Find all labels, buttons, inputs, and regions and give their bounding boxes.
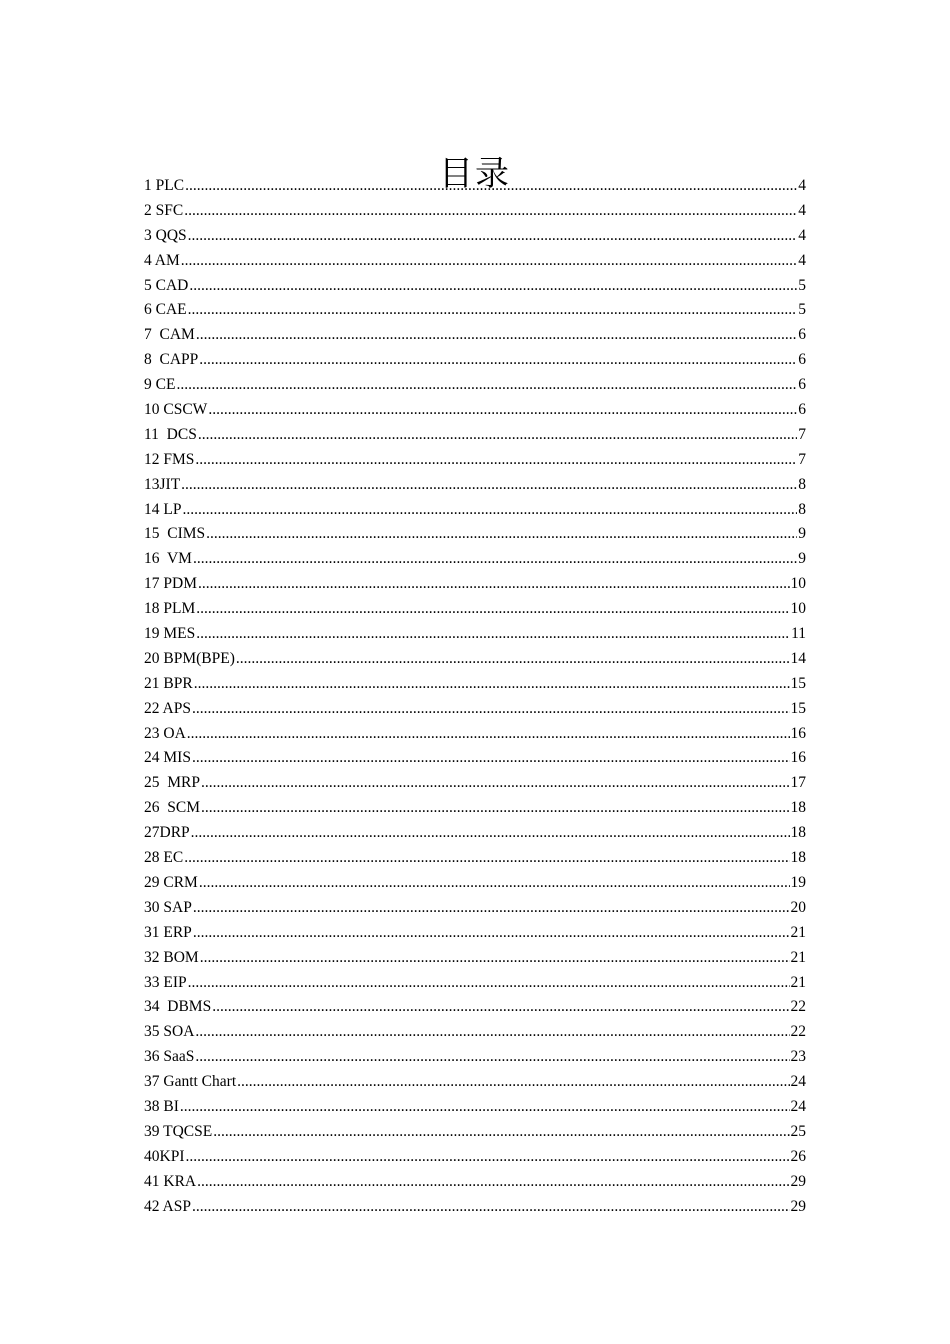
toc-leader-dots xyxy=(236,647,790,672)
toc-leader-dots xyxy=(237,1070,789,1095)
toc-entry-label: 38 BI xyxy=(144,1097,179,1115)
toc-leader-dots xyxy=(185,174,797,199)
toc-leader-dots xyxy=(193,896,790,921)
toc-page-number: 18 xyxy=(790,824,806,842)
toc-entry-label: 3 QQS xyxy=(144,226,187,244)
toc-leader-dots xyxy=(182,498,797,523)
toc-page-number: 21 xyxy=(790,923,806,941)
toc-page-number: 10 xyxy=(790,600,806,618)
toc-entry[interactable] xyxy=(144,746,806,771)
toc-page-number: 22 xyxy=(790,998,806,1016)
toc-entry[interactable] xyxy=(144,771,806,796)
toc-entry-label: 24 MIS xyxy=(144,749,191,767)
toc-entry-label: 10 CSCW xyxy=(144,401,208,419)
toc-entry-label: 35 SOA xyxy=(144,1023,195,1041)
toc-page-number: 4 xyxy=(798,226,806,244)
toc-entry-label: 29 CRM xyxy=(144,873,198,891)
toc-entry[interactable] xyxy=(144,249,806,274)
toc-page-number: 9 xyxy=(798,525,806,543)
toc-leader-dots xyxy=(192,746,790,771)
toc-entry-label: 26 SCM xyxy=(144,799,200,817)
toc-page-number: 6 xyxy=(798,376,806,394)
toc-leader-dots xyxy=(194,672,790,697)
toc-entry-label: 30 SAP xyxy=(144,898,192,916)
toc-leader-dots xyxy=(195,1020,789,1045)
toc-entry-label: 15 CIMS xyxy=(144,525,206,543)
toc-entry-label: 2 SFC xyxy=(144,201,184,219)
toc-entry[interactable] xyxy=(144,871,806,896)
toc-entry-label: 5 CAD xyxy=(144,276,189,294)
toc-entry-label: 12 FMS xyxy=(144,450,195,468)
toc-entry[interactable] xyxy=(144,597,806,622)
toc-entry[interactable] xyxy=(144,971,806,996)
toc-entry-label: 28 EC xyxy=(144,849,184,867)
toc-page-number: 25 xyxy=(790,1122,806,1140)
toc-entry-label: 6 CAE xyxy=(144,301,187,319)
toc-entry-label: 11 DCS xyxy=(144,425,197,443)
toc-leader-dots xyxy=(201,771,790,796)
toc-entry-label: 20 BPM(BPE) xyxy=(144,649,235,667)
toc-page-number: 5 xyxy=(798,276,806,294)
toc-leader-dots xyxy=(191,821,790,846)
toc-leader-dots xyxy=(193,547,797,572)
toc-entry[interactable] xyxy=(144,697,806,722)
toc-entry[interactable] xyxy=(144,498,806,523)
toc-entry[interactable] xyxy=(144,1095,806,1120)
toc-entry[interactable] xyxy=(144,1120,806,1145)
toc-leader-dots xyxy=(193,921,790,946)
toc-page-number: 4 xyxy=(798,251,806,269)
toc-leader-dots xyxy=(184,846,789,871)
toc-entry-label: 9 CE xyxy=(144,376,176,394)
toc-page-number: 18 xyxy=(790,799,806,817)
toc-entry[interactable] xyxy=(144,448,806,473)
toc-page-number: 14 xyxy=(790,649,806,667)
toc-page-number: 18 xyxy=(790,849,806,867)
toc-leader-dots xyxy=(180,1095,790,1120)
toc-entry-label: 21 BPR xyxy=(144,674,193,692)
toc-page-number: 6 xyxy=(798,351,806,369)
toc-leader-dots xyxy=(200,946,790,971)
toc-page-number: 10 xyxy=(790,575,806,593)
toc-page-number: 21 xyxy=(790,973,806,991)
toc-leader-dots xyxy=(208,398,797,423)
toc-page-number: 4 xyxy=(798,177,806,194)
toc-leader-dots xyxy=(187,722,790,747)
toc-entry-label: 17 PDM xyxy=(144,575,197,593)
toc-entry-label: 16 VM xyxy=(144,550,192,568)
toc-entry-label: 39 TQCSE xyxy=(144,1122,213,1140)
toc-page-number: 8 xyxy=(798,500,806,518)
toc-entry[interactable] xyxy=(144,522,806,547)
toc-entry[interactable] xyxy=(144,995,806,1020)
toc-entry[interactable] xyxy=(144,398,806,423)
page-title: 目录 xyxy=(439,153,511,194)
toc-leader-dots xyxy=(213,1120,789,1145)
toc-leader-dots xyxy=(199,871,790,896)
toc-page-number: 5 xyxy=(798,301,806,319)
toc-leader-dots xyxy=(192,697,790,722)
toc-page-number: 22 xyxy=(790,1023,806,1041)
toc-entry-label: 34 DBMS xyxy=(144,998,212,1016)
toc-entry-label: 23 OA xyxy=(144,724,186,742)
toc-entry[interactable] xyxy=(144,846,806,871)
toc-entry-label: 31 ERP xyxy=(144,923,192,941)
toc-leader-dots xyxy=(176,373,797,398)
toc-page-number: 29 xyxy=(790,1172,806,1190)
toc-page-number: 9 xyxy=(798,550,806,568)
toc-entry[interactable] xyxy=(144,274,806,299)
toc-entry-label: 27DRP xyxy=(144,824,190,842)
toc-entry-label: 32 BOM xyxy=(144,948,199,966)
toc-entry[interactable] xyxy=(144,1070,806,1095)
toc-entry-label: 8 CAPP xyxy=(144,351,199,369)
toc-entry[interactable] xyxy=(144,547,806,572)
toc-entry[interactable] xyxy=(144,946,806,971)
toc-entry[interactable] xyxy=(144,821,806,846)
toc-entry-label: 33 EIP xyxy=(144,973,187,991)
toc-leader-dots xyxy=(198,423,797,448)
table-of-contents xyxy=(144,174,806,1219)
toc-leader-dots xyxy=(192,1195,790,1220)
toc-leader-dots xyxy=(196,323,797,348)
toc-page-number: 7 xyxy=(798,450,806,468)
toc-entry[interactable] xyxy=(144,1020,806,1045)
toc-entry-label: 4 AM xyxy=(144,251,180,269)
toc-entry[interactable] xyxy=(144,647,806,672)
toc-leader-dots xyxy=(195,448,797,473)
toc-entry-label: 42 ASP xyxy=(144,1197,191,1215)
toc-page-number: 4 xyxy=(798,201,806,219)
toc-entry[interactable] xyxy=(144,373,806,398)
toc-entry[interactable] xyxy=(144,1170,806,1195)
toc-leader-dots xyxy=(188,224,798,249)
toc-entry-label: 1 PLC xyxy=(144,177,185,194)
toc-page-number: 26 xyxy=(790,1147,806,1165)
toc-entry[interactable] xyxy=(144,722,806,747)
toc-leader-dots xyxy=(212,995,789,1020)
toc-page-number: 21 xyxy=(790,948,806,966)
toc-leader-dots xyxy=(181,473,797,498)
toc-page-number: 15 xyxy=(790,699,806,717)
toc-entry[interactable] xyxy=(144,348,806,373)
toc-entry-label: 25 MRP xyxy=(144,774,200,792)
toc-leader-dots xyxy=(189,274,797,299)
toc-page-number: 20 xyxy=(790,898,806,916)
toc-entry[interactable] xyxy=(144,298,806,323)
toc-entry[interactable] xyxy=(144,796,806,821)
toc-entry[interactable] xyxy=(144,622,806,647)
toc-leader-dots xyxy=(188,971,790,996)
toc-entry-label: 18 PLM xyxy=(144,600,196,618)
toc-entry[interactable] xyxy=(144,896,806,921)
toc-leader-dots xyxy=(196,622,790,647)
toc-leader-dots xyxy=(195,1045,789,1070)
toc-entry-label: 41 KRA xyxy=(144,1172,197,1190)
toc-page-number: 6 xyxy=(798,326,806,344)
toc-entry[interactable] xyxy=(144,199,806,224)
toc-leader-dots xyxy=(196,597,789,622)
toc-page-number: 17 xyxy=(790,774,806,792)
toc-page-number: 15 xyxy=(790,674,806,692)
toc-page-number: 8 xyxy=(798,475,806,493)
toc-entry[interactable] xyxy=(144,1195,806,1220)
toc-page-number: 16 xyxy=(790,724,806,742)
toc-entry-label: 37 Gantt Chart xyxy=(144,1073,237,1091)
toc-page-number: 29 xyxy=(790,1197,806,1215)
toc-leader-dots xyxy=(206,522,797,547)
toc-leader-dots xyxy=(181,249,798,274)
toc-entry-label: 36 SaaS xyxy=(144,1048,195,1066)
toc-leader-dots xyxy=(185,1145,789,1170)
toc-page-number: 16 xyxy=(790,749,806,767)
toc-page-number: 11 xyxy=(791,625,806,643)
toc-page-number: 23 xyxy=(790,1048,806,1066)
toc-page-number: 19 xyxy=(790,873,806,891)
toc-leader-dots xyxy=(188,298,798,323)
toc-page-number: 7 xyxy=(798,425,806,443)
toc-entry-label: 13JIT xyxy=(144,475,181,493)
toc-entry[interactable] xyxy=(144,174,806,199)
toc-leader-dots xyxy=(198,572,790,597)
toc-entry[interactable] xyxy=(144,323,806,348)
toc-entry[interactable] xyxy=(144,921,806,946)
toc-leader-dots xyxy=(197,1170,789,1195)
toc-entry[interactable] xyxy=(144,672,806,697)
toc-page-number: 24 xyxy=(790,1073,806,1091)
toc-entry-label: 40KPI xyxy=(144,1147,185,1165)
toc-page-number: 6 xyxy=(798,401,806,419)
toc-entry-label: 19 MES xyxy=(144,625,196,643)
toc-leader-dots xyxy=(199,348,797,373)
toc-entry[interactable] xyxy=(144,423,806,448)
toc-entry-label: 14 LP xyxy=(144,500,182,518)
toc-entry-label: 7 CAM xyxy=(144,326,195,344)
toc-page-number: 24 xyxy=(790,1097,806,1115)
toc-entry[interactable] xyxy=(144,473,806,498)
toc-leader-dots xyxy=(184,199,797,224)
toc-entry[interactable] xyxy=(144,1045,806,1070)
toc-entry[interactable] xyxy=(144,1145,806,1170)
toc-entry[interactable] xyxy=(144,572,806,597)
toc-leader-dots xyxy=(201,796,790,821)
toc-entry[interactable] xyxy=(144,224,806,249)
toc-entry-label: 22 APS xyxy=(144,699,191,717)
